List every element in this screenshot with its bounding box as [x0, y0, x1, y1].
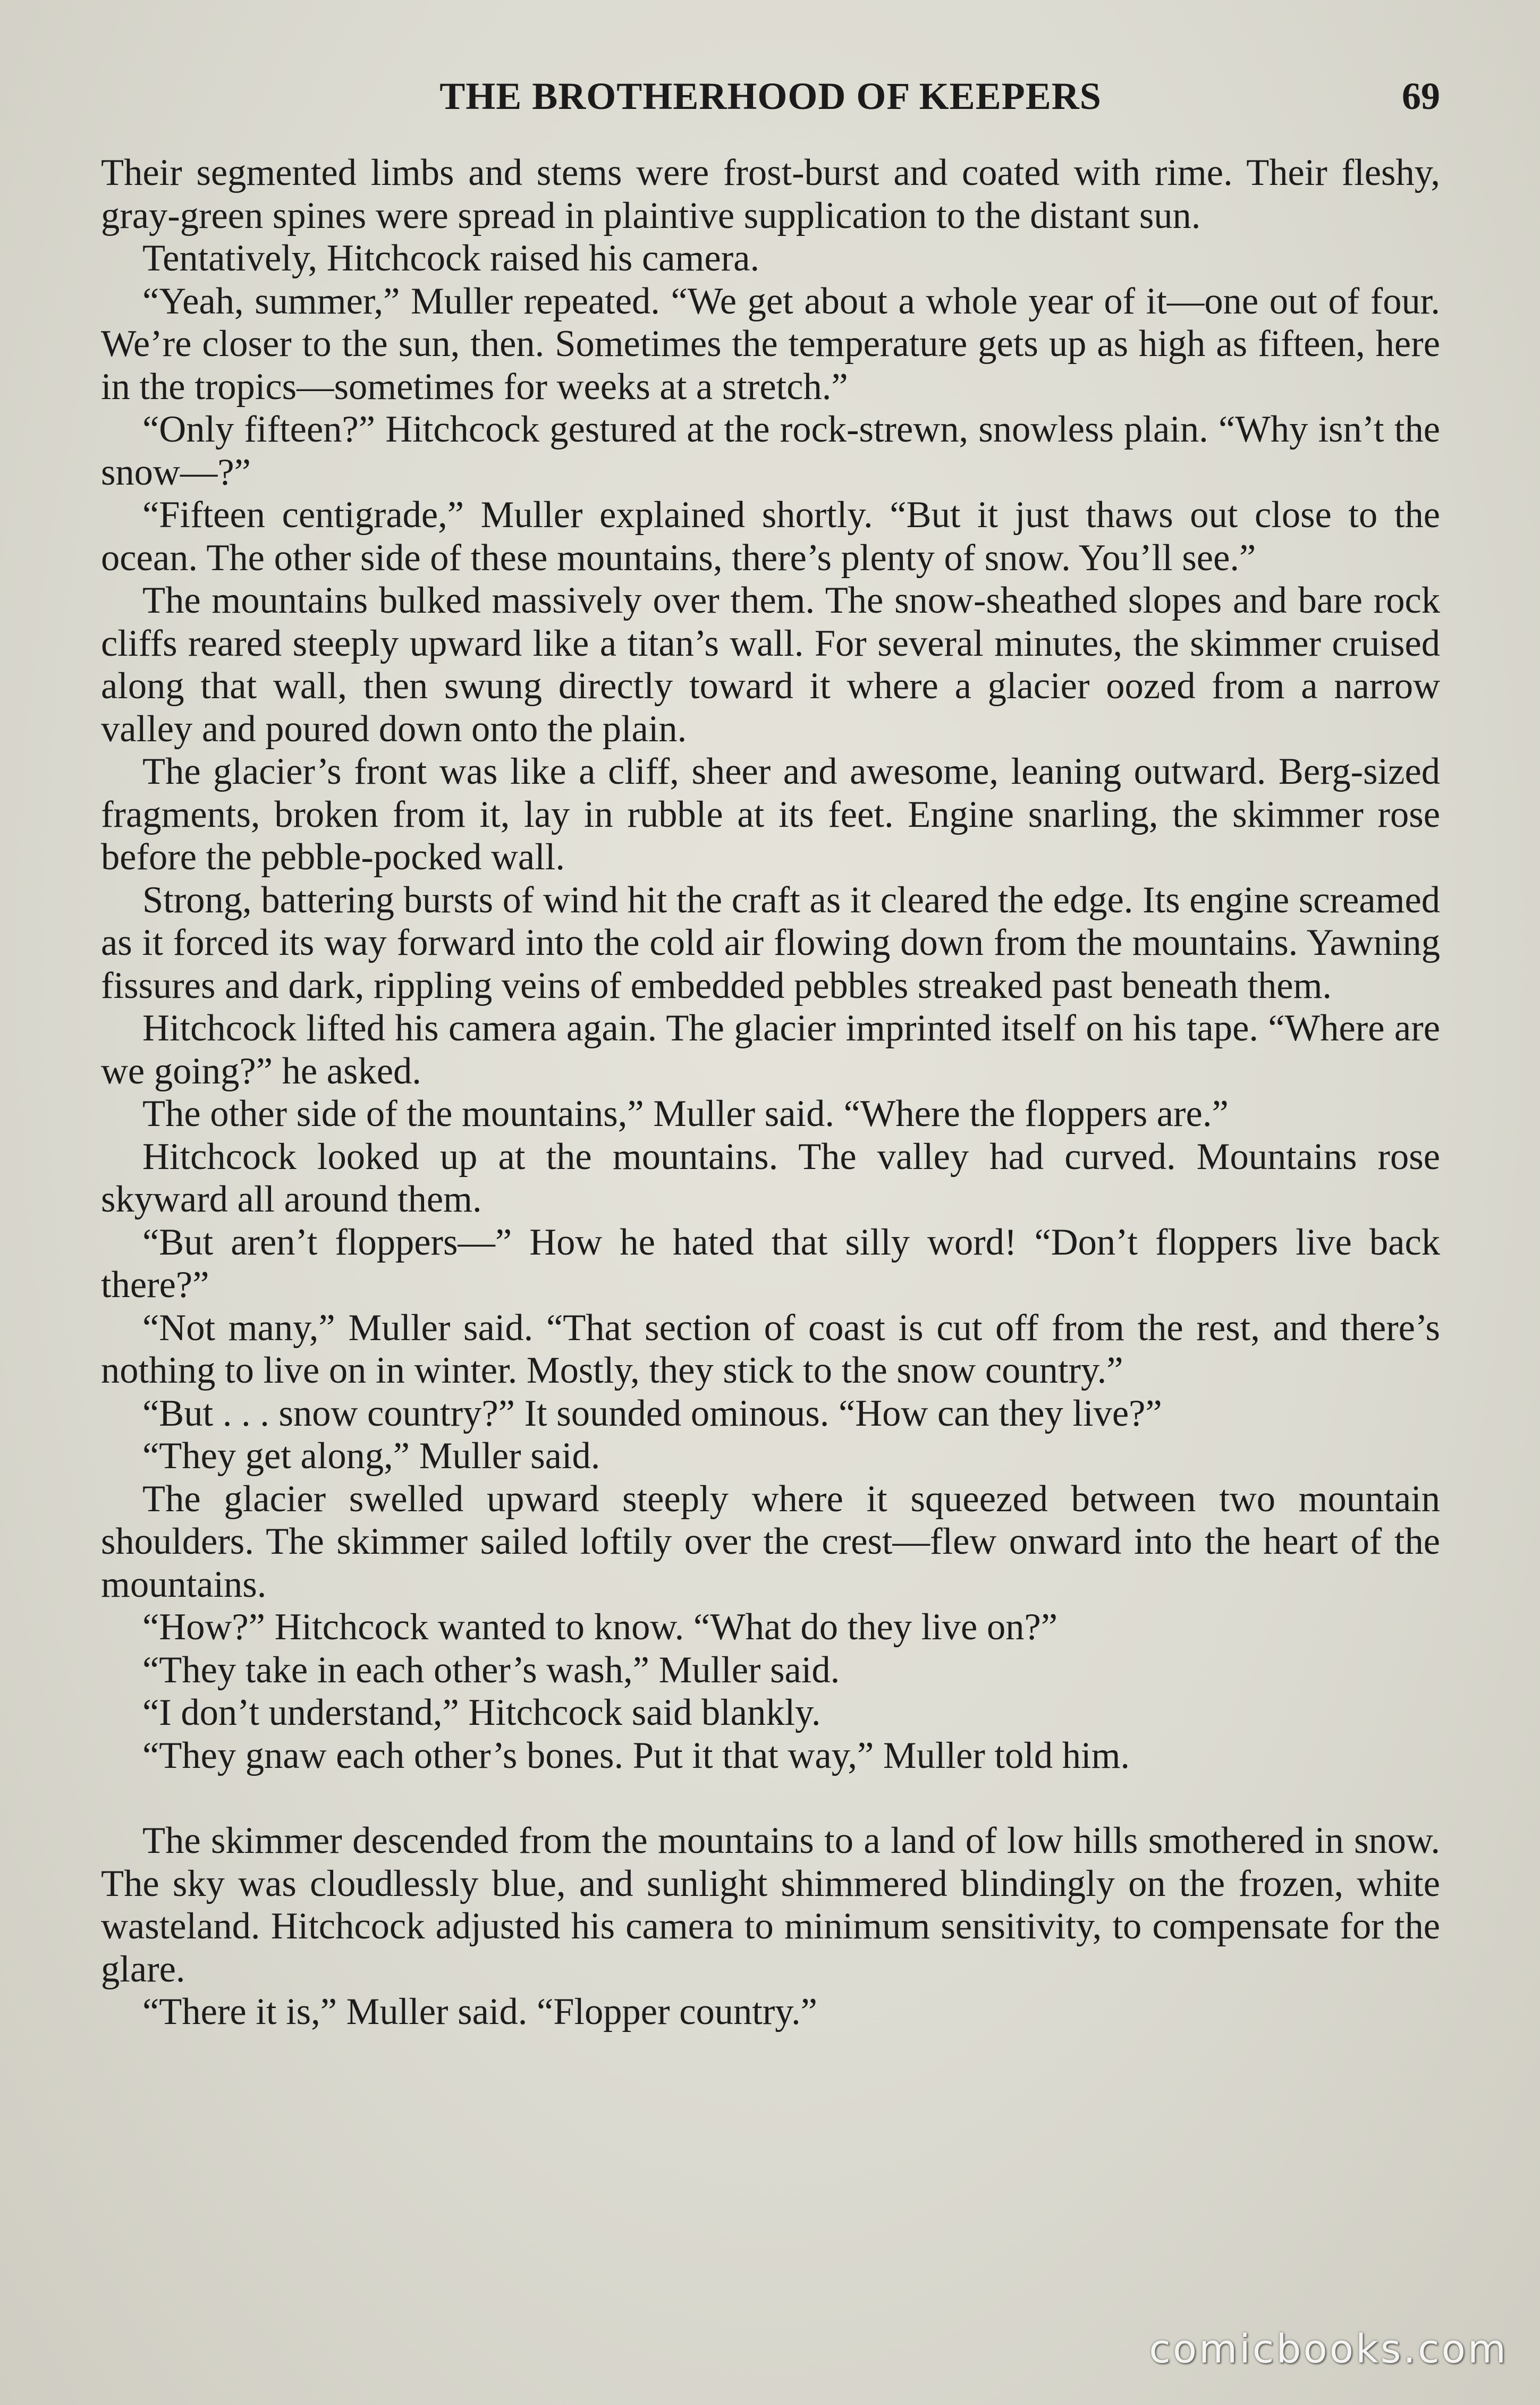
running-head: THE BROTHERHOOD OF KEEPERS [439, 75, 1102, 117]
paragraph: “They get along,” Muller said. [142, 1435, 600, 1477]
paragraph: Strong, battering bursts of wind hit the craft as it cleared the edge. Its engine screamed as it forced its way forward into the cold air flowing down from the mountains. Yawning fissures and dark, rippling veins of embedded pebbles streaked past beneath them. [101, 879, 1440, 1006]
paragraph: “Yeah, summer,” Muller repeated. “We get about a whole year of it—one out of four. We’re closer to the sun, then. Sometimes the temperature gets up as high as fifteen, here in the tropics—sometimes for weeks at a stretch.” [101, 280, 1440, 408]
paragraph: “But . . . snow country?” It sounded ominous. “How can they live?” [142, 1392, 1162, 1434]
paragraph: “Not many,” Muller said. “That section of coast is cut off from the rest, and there’s nothing to live on in winter. Mostly, they stick to the snow country.” [101, 1307, 1440, 1391]
paragraph: Their segmented limbs and stems were frost-burst and coated with rime. Their fleshy, gray-green spines were spread in plaintive supplication to the distant sun. [101, 152, 1440, 236]
paragraph: “But aren’t floppers—” How he hated that silly word! “Don’t floppers live back there?” [101, 1221, 1440, 1306]
paragraph: “How?” Hitchcock wanted to know. “What do they live on?” [142, 1606, 1058, 1648]
body-text [101, 151, 1440, 2034]
paragraph: The mountains bulked massively over them. The snow-sheathed slopes and bare rock cliffs reared steeply upward like a titan’s wall. For several minutes, the skimmer cruised along that wall, then swung directly toward it where a glacier oozed from a narrow valley and poured down onto the plain. [101, 580, 1440, 750]
paragraph: “Only fifteen?” Hitchcock gestured at the rock-strewn, snowless plain. “Why isn’t the snow—?” [101, 409, 1440, 493]
watermark: comicbooks.com [1149, 2326, 1508, 2372]
page-header [101, 74, 1440, 133]
paragraph: Hitchcock lifted his camera again. The glacier imprinted itself on his tape. “Where are we going?” he asked. [101, 1007, 1440, 1092]
paragraph: Hitchcock looked up at the mountains. The valley had curved. Mountains rose skyward all around them. [101, 1136, 1440, 1220]
paragraph: The other side of the mountains,” Muller said. “Where the floppers are.” [142, 1093, 1229, 1134]
paragraph: Tentatively, Hitchcock raised his camera. [142, 238, 760, 279]
paragraph: The glacier swelled upward steeply where it squeezed between two mountain shoulders. The skimmer sailed loftily over the crest—flew onward into the heart of the mountains. [101, 1478, 1440, 1605]
paragraph: “There it is,” Muller said. “Flopper country.” [142, 1991, 817, 2033]
page-number: 69 [1402, 75, 1440, 117]
paragraph: “Fifteen centigrade,” Muller explained shortly. “But it just thaws out close to the ocean. The other side of these mountains, there’s plenty of snow. You’ll see.” [101, 494, 1440, 579]
paragraph: The glacier’s front was like a cliff, sheer and awesome, leaning outward. Berg-sized fragments, broken from it, lay in rubble at its feet. Engine snarling, the skimmer rose before the pebble-pocked wall. [101, 751, 1440, 878]
paragraph: “I don’t understand,” Hitchcock said blankly. [142, 1692, 821, 1733]
paragraph: “They take in each other’s wash,” Muller said. [142, 1649, 840, 1691]
paragraph: The skimmer descended from the mountains to a land of low hills smothered in snow. The sky was cloudlessly blue, and sunlight shimmered blindingly on the frozen, white wasteland. Hitchcock adjusted his camera to minimum sensitivity, to compensate for the glare. [101, 1820, 1440, 1990]
paragraph: “They gnaw each other’s bones. Put it that way,” Muller told him. [142, 1734, 1130, 1776]
